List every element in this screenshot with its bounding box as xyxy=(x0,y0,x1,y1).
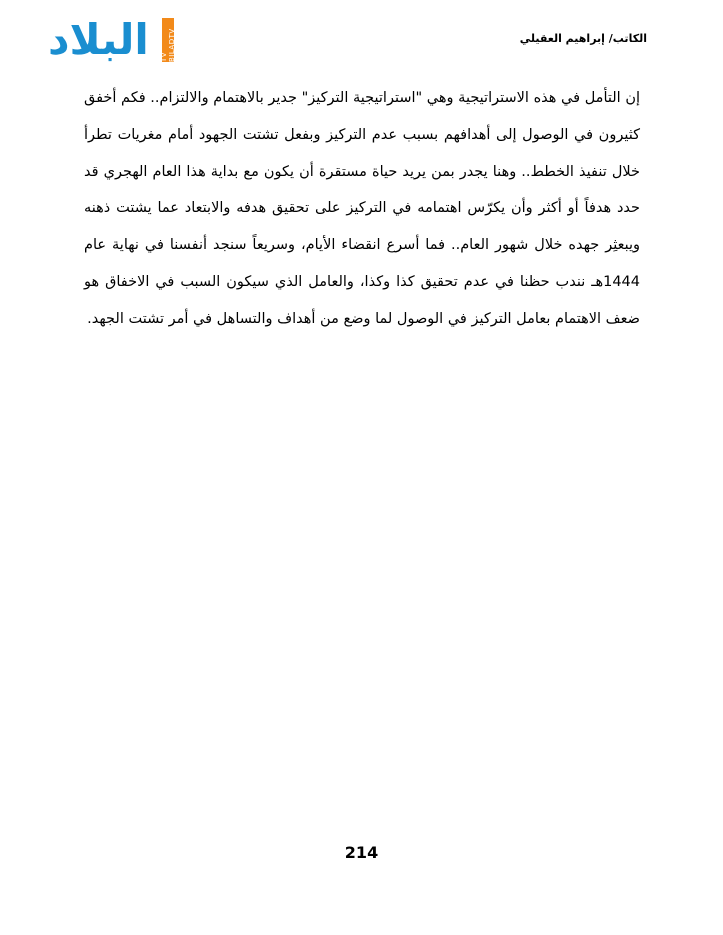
logo-wordmark: البلاد xyxy=(48,15,149,64)
newspaper-logo xyxy=(48,16,174,64)
logo-tag-text: TV BILADTV xyxy=(160,28,176,62)
page-number: 214 xyxy=(344,843,379,862)
logo-tv-tag xyxy=(162,18,174,62)
author-byline: الكاتب/ إبراهيم العقيلي xyxy=(519,32,647,45)
article-body xyxy=(84,80,640,338)
article-paragraph: إن التأمل في هذه الاستراتيجية وهي "استراتيجية التركيز" جدير بالاهتمام والالتزام.. فكم أخفق كثيرون في الوصول إلى أهدافهم بسبب عدم التركيز وبفعل تشتت الجهود أمام مغريات تطرأ خلال تنفيذ الخطط.. وهنا يجدر بمن يريد حياة مستقرة أن يكون مع بداية هذا العام الهجري قد حدد هدفاً أو أكثر وأن يكرّس اهتمامه في التركيز على تحقيق هدفه والابتعاد عما يشتت ذهنه ويبعثِر جهده خلال شهور العام.. فما أسرع انقضاء الأيام، وسريعاً سنجد أنفسنا في نهاية عام 1444هـ نندب حظنا في عدم تحقيق كذا وكذا، والعامل الذي سيكون السبب في الاخفاق هو ضعف الاهتمام بعامل التركيز في الوصول لما وضع من أهداف والتساهل في أمر تشتت الجهد. xyxy=(84,90,640,327)
